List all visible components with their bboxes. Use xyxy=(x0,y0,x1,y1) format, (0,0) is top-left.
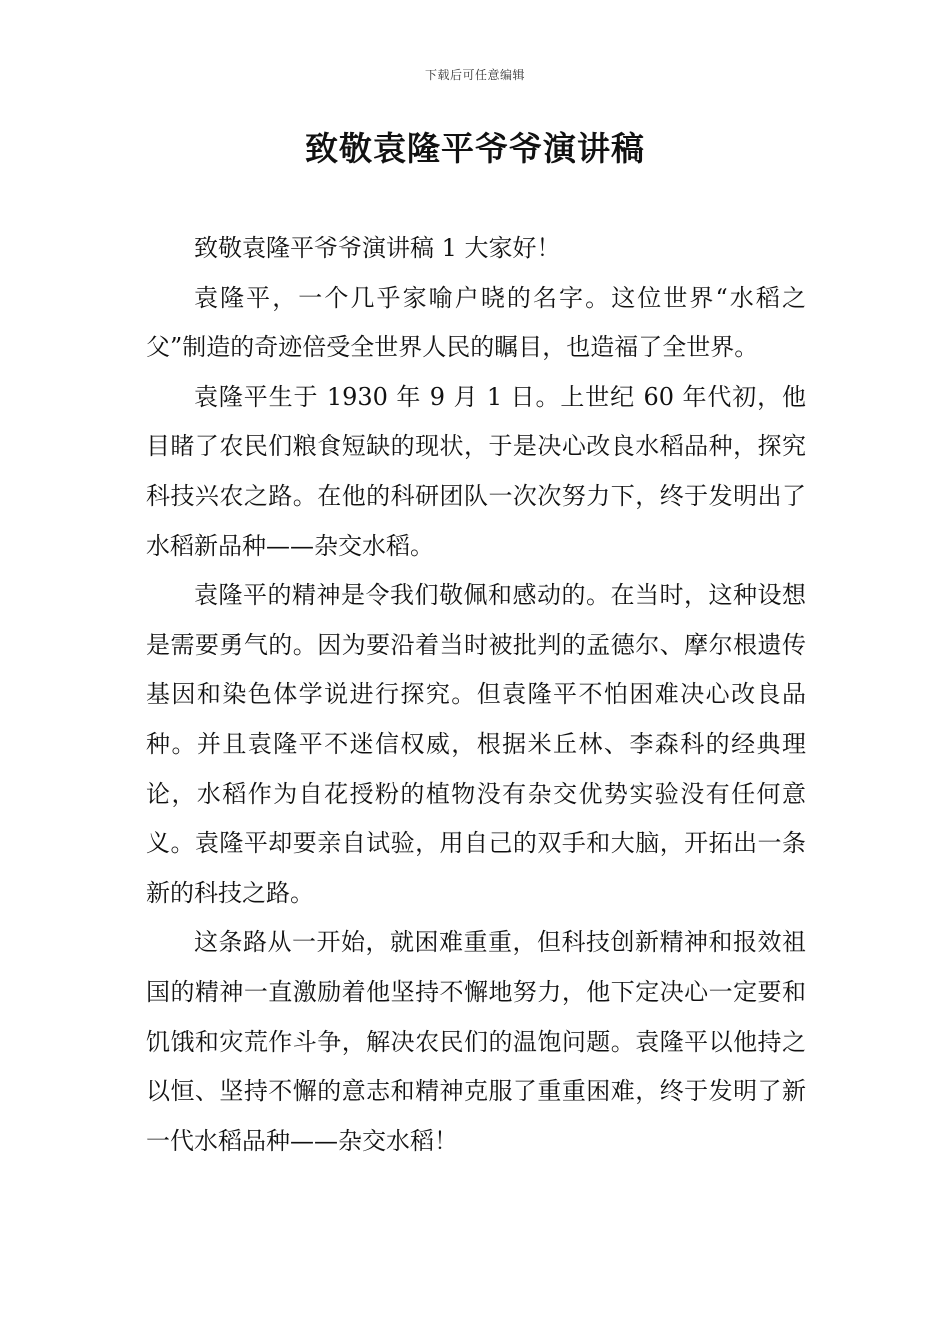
paragraph-spirit: 袁隆平的精神是令我们敬佩和感动的。在当时，这种设想是需要勇气的。因为要沿着当时被批判的孟德尔、摩尔根遗传基因和染色体学说进行探究。但袁隆平不怕困难决心改良品种。并且袁隆平不迷信权威，根据米丘林、李森科的经典理论，水稻作为自花授粉的植物没有杂交优势实验没有任何意义。袁隆平却要亲自试验，用自己的双手和大脑，开拓出一条新的科技之路。 xyxy=(146,581,806,907)
paragraph-greeting: 致敬袁隆平爷爷演讲稿 1 大家好！ xyxy=(194,234,561,262)
header-note: 下载后可任意编辑 xyxy=(424,68,525,82)
paragraph-biography: 袁隆平生于 1930 年 9 月 1 日。上世纪 60 年代初，他目睹了农民们粮食短缺的现状，于是决心改良水稻品种，探究科技兴农之路。在他的科研团队一次次努力下，终于发明出了水稻新品种——杂交水稻。 xyxy=(146,382,806,560)
document-body xyxy=(146,224,806,1166)
document-title: 致敬袁隆平爷爷演讲稿 xyxy=(305,129,645,168)
paragraph-perseverance: 这条路从一开始，就困难重重，但科技创新精神和报效祖国的精神一直激励着他坚持不懈地努力，他下定决心一定要和饥饿和灾荒作斗争，解决农民们的温饱问题。袁隆平以他持之以恒、坚持不懈的意志和精神克服了重重困难，终于发明了新一代水稻品种——杂交水稻！ xyxy=(146,928,806,1155)
paragraph-intro: 袁隆平，一个几乎家喻户晓的名字。这位世界“水稻之父”制造的奇迹倍受全世界人民的瞩目，也造福了全世界。 xyxy=(146,283,806,362)
